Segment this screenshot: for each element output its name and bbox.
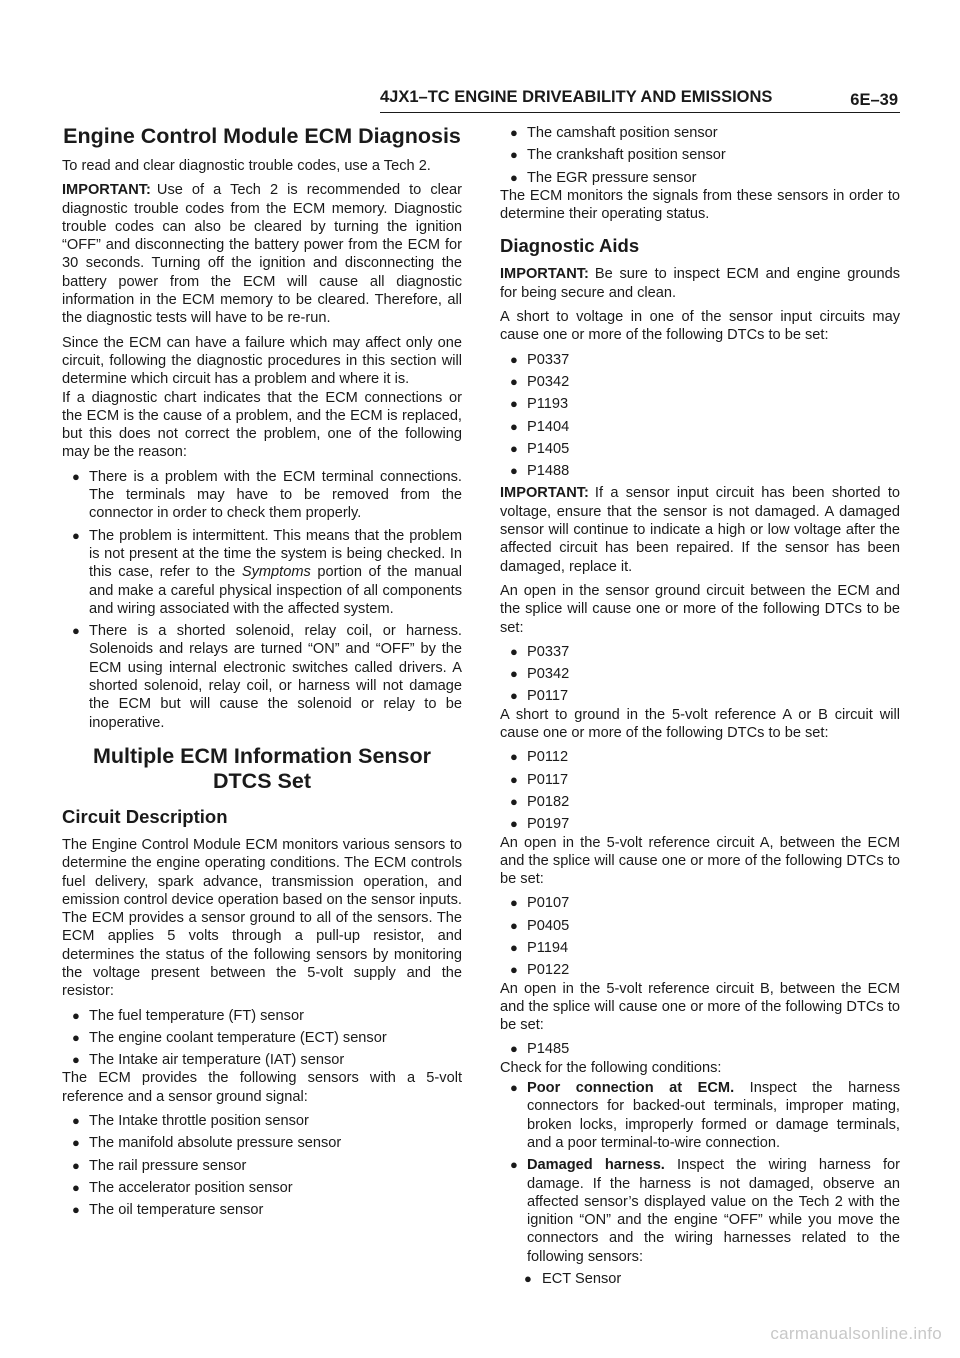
bullet-icon: ● xyxy=(510,418,518,434)
bullet-icon: ● xyxy=(510,643,518,659)
header-rule xyxy=(380,112,900,113)
heading-ecm-diagnosis: Engine Control Module ECM Diagnosis xyxy=(63,124,461,148)
list-item: ● P1404 xyxy=(510,418,570,435)
list-item: ● P1405 xyxy=(510,440,570,457)
dtc-list-short-ground xyxy=(500,748,900,833)
manual-title: 4JX1–TC ENGINE DRIVEABILITY AND EMISSIONS xyxy=(380,88,773,106)
list-item: ● P0337 xyxy=(510,643,570,660)
bullet-icon: ● xyxy=(510,917,518,933)
dtc-list-short-voltage xyxy=(500,351,900,481)
list-item: ● P0122 xyxy=(510,962,570,979)
bullet-icon: ● xyxy=(72,1029,80,1045)
watermark: carmanualsonline.info xyxy=(770,1324,942,1343)
bullet-icon: ● xyxy=(510,1080,518,1096)
bullet-icon: ● xyxy=(510,125,518,140)
list-item: ● Damaged harness. Inspect the wiring harness for damage. If the harness is not damaged, observe an affected sensor’s displayed value on the Tech 2 with the ignition “ON” and the engine “OFF” while you move the connectors and the wiring harnesses related to the following sensors: xyxy=(510,1157,900,1265)
bullet-icon: ● xyxy=(72,1052,80,1068)
list-item: ● The Intake throttle position sensor xyxy=(72,1113,309,1130)
bullet-icon: ● xyxy=(72,468,80,484)
important-text: Use of a Tech 2 is recommended to clear diagnostic trouble codes from the ECM memory. Diagnostic trouble codes can also be cleared by turning the ignition “OFF” and disconnecting the battery power from the ECM for 30 seconds. Turning off the ignition and disconnecting the battery power from the ECM will cause all diagnostic information in the ECM memory to be cleared. Therefore, all the diagnostic tests will have to be re-run. xyxy=(62,182,462,327)
condition-title: Poor connection at ECM. xyxy=(527,1080,735,1097)
bullet-icon: ● xyxy=(510,688,518,704)
important-label: IMPORTANT: xyxy=(500,485,589,502)
para-monitors: The ECM monitors the signals from these sensors in order to determine their operating status. xyxy=(500,187,900,223)
symptoms-ref: Symptoms xyxy=(241,564,311,581)
bullet-icon: ● xyxy=(510,440,518,456)
reason-list xyxy=(62,468,462,732)
bullet-icon: ● xyxy=(510,816,518,832)
list-item: ● P0112 xyxy=(510,749,569,766)
list-item: ● The manifold absolute pressure sensor xyxy=(72,1135,342,1152)
heading-circuit-description: Circuit Description xyxy=(62,805,228,827)
bullet-icon: ● xyxy=(510,771,518,787)
list-item: ● The Intake air temperature (IAT) sensor xyxy=(72,1052,345,1069)
list-item: ● P0107 xyxy=(510,895,570,912)
list-item: ● P0117 xyxy=(510,771,569,788)
sensor-list-pullup xyxy=(62,1007,462,1070)
dtc-list-open-ground xyxy=(500,643,900,706)
bullet-icon: ● xyxy=(510,749,518,765)
para-circuit-3: The ECM provides the following sensors with a 5-volt reference and a sensor ground signal: xyxy=(62,1070,462,1105)
sensor-list-ref xyxy=(62,1112,462,1219)
para-since: Since the ECM can have a failure which may affect only one circuit, following the diagnostic procedures in this section will determine which circuit has a problem and where it is. xyxy=(62,334,462,388)
page-header xyxy=(380,88,900,114)
list-item: ● P1193 xyxy=(510,396,569,413)
bullet-icon: ● xyxy=(72,1113,80,1129)
condition-list xyxy=(500,1079,900,1288)
list-item: ● P0337 xyxy=(510,351,570,368)
bullet-icon: ● xyxy=(72,1202,80,1218)
list-item: ● The accelerator position sensor xyxy=(72,1179,293,1196)
bullet-icon: ● xyxy=(72,623,80,639)
list-item: ● P0182 xyxy=(510,793,570,810)
list-item: ● P1194 xyxy=(510,939,569,956)
para-important-shorted: IMPORTANT: If a sensor input circuit has been shorted to voltage, ensure that the sensor is not damaged. A damaged sensor will continue to indicate a high or low voltage after the affected circuit has been repaired. If the sensor has been damaged, replace it. xyxy=(500,485,900,575)
para-if-chart: If a diagnostic chart indicates that the ECM connections or the ECM is the cause of a problem, and the ECM is replaced, but this does not correct the problem, one of the following may be the reason: xyxy=(62,389,462,461)
list-item: ● The camshaft position sensor xyxy=(510,125,718,141)
list-item: ● P0197 xyxy=(510,816,570,833)
bullet-icon: ● xyxy=(510,962,518,978)
important-label: IMPORTANT: xyxy=(500,266,589,283)
bullet-icon: ● xyxy=(72,1007,80,1023)
para-read-clear: To read and clear diagnostic trouble codes, use a Tech 2. xyxy=(62,158,431,174)
list-item: ● P0342 xyxy=(510,373,570,390)
para-open-a: An open in the 5-volt reference circuit A, between the ECM and the splice will cause one or more of the following DTCs to be set: xyxy=(500,834,900,888)
bullet-icon: ● xyxy=(72,1157,80,1173)
bullet-icon: ● xyxy=(72,1179,80,1195)
bullet-icon: ● xyxy=(524,1271,532,1287)
bullet-icon: ● xyxy=(72,527,80,543)
para-circuit-2: The ECM provides a sensor ground to all of the sensors. The ECM applies 5 volts through a pull-up resistor, and determines the status of the following sensors by monitoring the voltage present between the 5-volt supply and the resistor: xyxy=(62,910,462,1000)
list-item: ● The engine coolant temperature (ECT) sensor xyxy=(72,1029,387,1046)
bullet-icon: ● xyxy=(510,373,518,389)
bullet-icon: ● xyxy=(510,1157,518,1173)
para-check: Check for the following conditions: xyxy=(500,1059,722,1076)
bullet-icon: ● xyxy=(510,351,518,367)
para-important-grounds: IMPORTANT: Be sure to inspect ECM and engine grounds for being secure and clean. xyxy=(500,266,900,301)
dtc-list-open-a xyxy=(500,894,900,979)
page-number: 6E–39 xyxy=(850,91,898,109)
list-item: ● The fuel temperature (FT) sensor xyxy=(72,1007,304,1024)
list-item: ● ECT Sensor xyxy=(524,1271,622,1288)
list-item: ● The problem is intermittent. This means that the problem is not present at the time the system is being checked. In this case, refer to the Symptoms portion of the manual and make a careful physical inspection of all components and wiring associated with the affected system. xyxy=(72,527,462,617)
heading-multiple-sensor: Multiple ECM Information Sensor DTCS Set xyxy=(92,743,432,793)
para-circuit-1: The Engine Control Module ECM monitors various sensors to determine the engine operating conditions. The ECM controls fuel delivery, spark advance, transmission operation, and emission control device operation based on the sensor inputs. xyxy=(62,836,462,908)
bullet-icon: ● xyxy=(510,169,518,185)
list-item: ● The EGR pressure sensor xyxy=(510,169,697,186)
list-item: ● P1485 xyxy=(510,1041,570,1058)
dtc-list-open-b xyxy=(500,1040,900,1058)
para-open-b: An open in the 5-volt reference circuit B, between the ECM and the splice will cause one or more of the following DTCs to be set: xyxy=(500,980,900,1034)
bullet-icon: ● xyxy=(510,1041,518,1057)
list-item: ● P1488 xyxy=(510,463,570,480)
right-column xyxy=(500,124,900,1292)
important-label: IMPORTANT: xyxy=(62,182,151,199)
bullet-icon: ● xyxy=(510,895,518,911)
left-column xyxy=(62,124,462,1224)
heading-diagnostic-aids: Diagnostic Aids xyxy=(500,235,640,257)
condition-title: Damaged harness. xyxy=(527,1157,665,1174)
sensor-list-ref-cont xyxy=(500,124,900,187)
bullet-icon: ● xyxy=(510,147,518,163)
list-item: ● There is a problem with the ECM terminal connections. The terminals may have to be removed from the connector in order to check them properly. xyxy=(72,468,462,522)
list-item: ● P0342 xyxy=(510,666,570,683)
para-short-voltage: A short to voltage in one of the sensor input circuits may cause one or more of the following DTCs to be set: xyxy=(500,309,900,344)
bullet-icon: ● xyxy=(510,463,518,479)
list-item: ● There is a shorted solenoid, relay coil, or harness. Solenoids and relays are turned “ON” and “OFF” by the ECM using internal electronic switches called drivers. A shorted solenoid, relay coil, or harness will not damage the ECM but will cause the solenoid or relay to be inoperative. xyxy=(72,623,462,731)
list-item: ● The rail pressure sensor xyxy=(72,1157,247,1174)
bullet-icon: ● xyxy=(510,939,518,955)
list-item: ● The oil temperature sensor xyxy=(72,1202,264,1219)
bullet-icon: ● xyxy=(72,1135,80,1151)
para-short-ground: A short to ground in the 5-volt reference A or B circuit will cause one or more of the following DTCs to be set: xyxy=(500,706,900,742)
list-item: ● Poor connection at ECM. Inspect the harness connectors for backed-out terminals, improper mating, broken locks, improperly formed or damage terminals, and a poor terminal-to-wire connection. xyxy=(510,1080,900,1151)
bullet-icon: ● xyxy=(510,396,518,412)
para-important-tech2 xyxy=(62,181,462,327)
para-open-ground: An open in the sensor ground circuit between the ECM and the splice will cause one or more of the following DTCs to be set: xyxy=(500,582,900,636)
bullet-icon: ● xyxy=(510,666,518,682)
bullet-icon: ● xyxy=(510,793,518,809)
list-item: ● P0117 xyxy=(510,688,569,705)
list-item: ● The crankshaft position sensor xyxy=(510,147,726,164)
list-item: ● P0405 xyxy=(510,917,570,934)
